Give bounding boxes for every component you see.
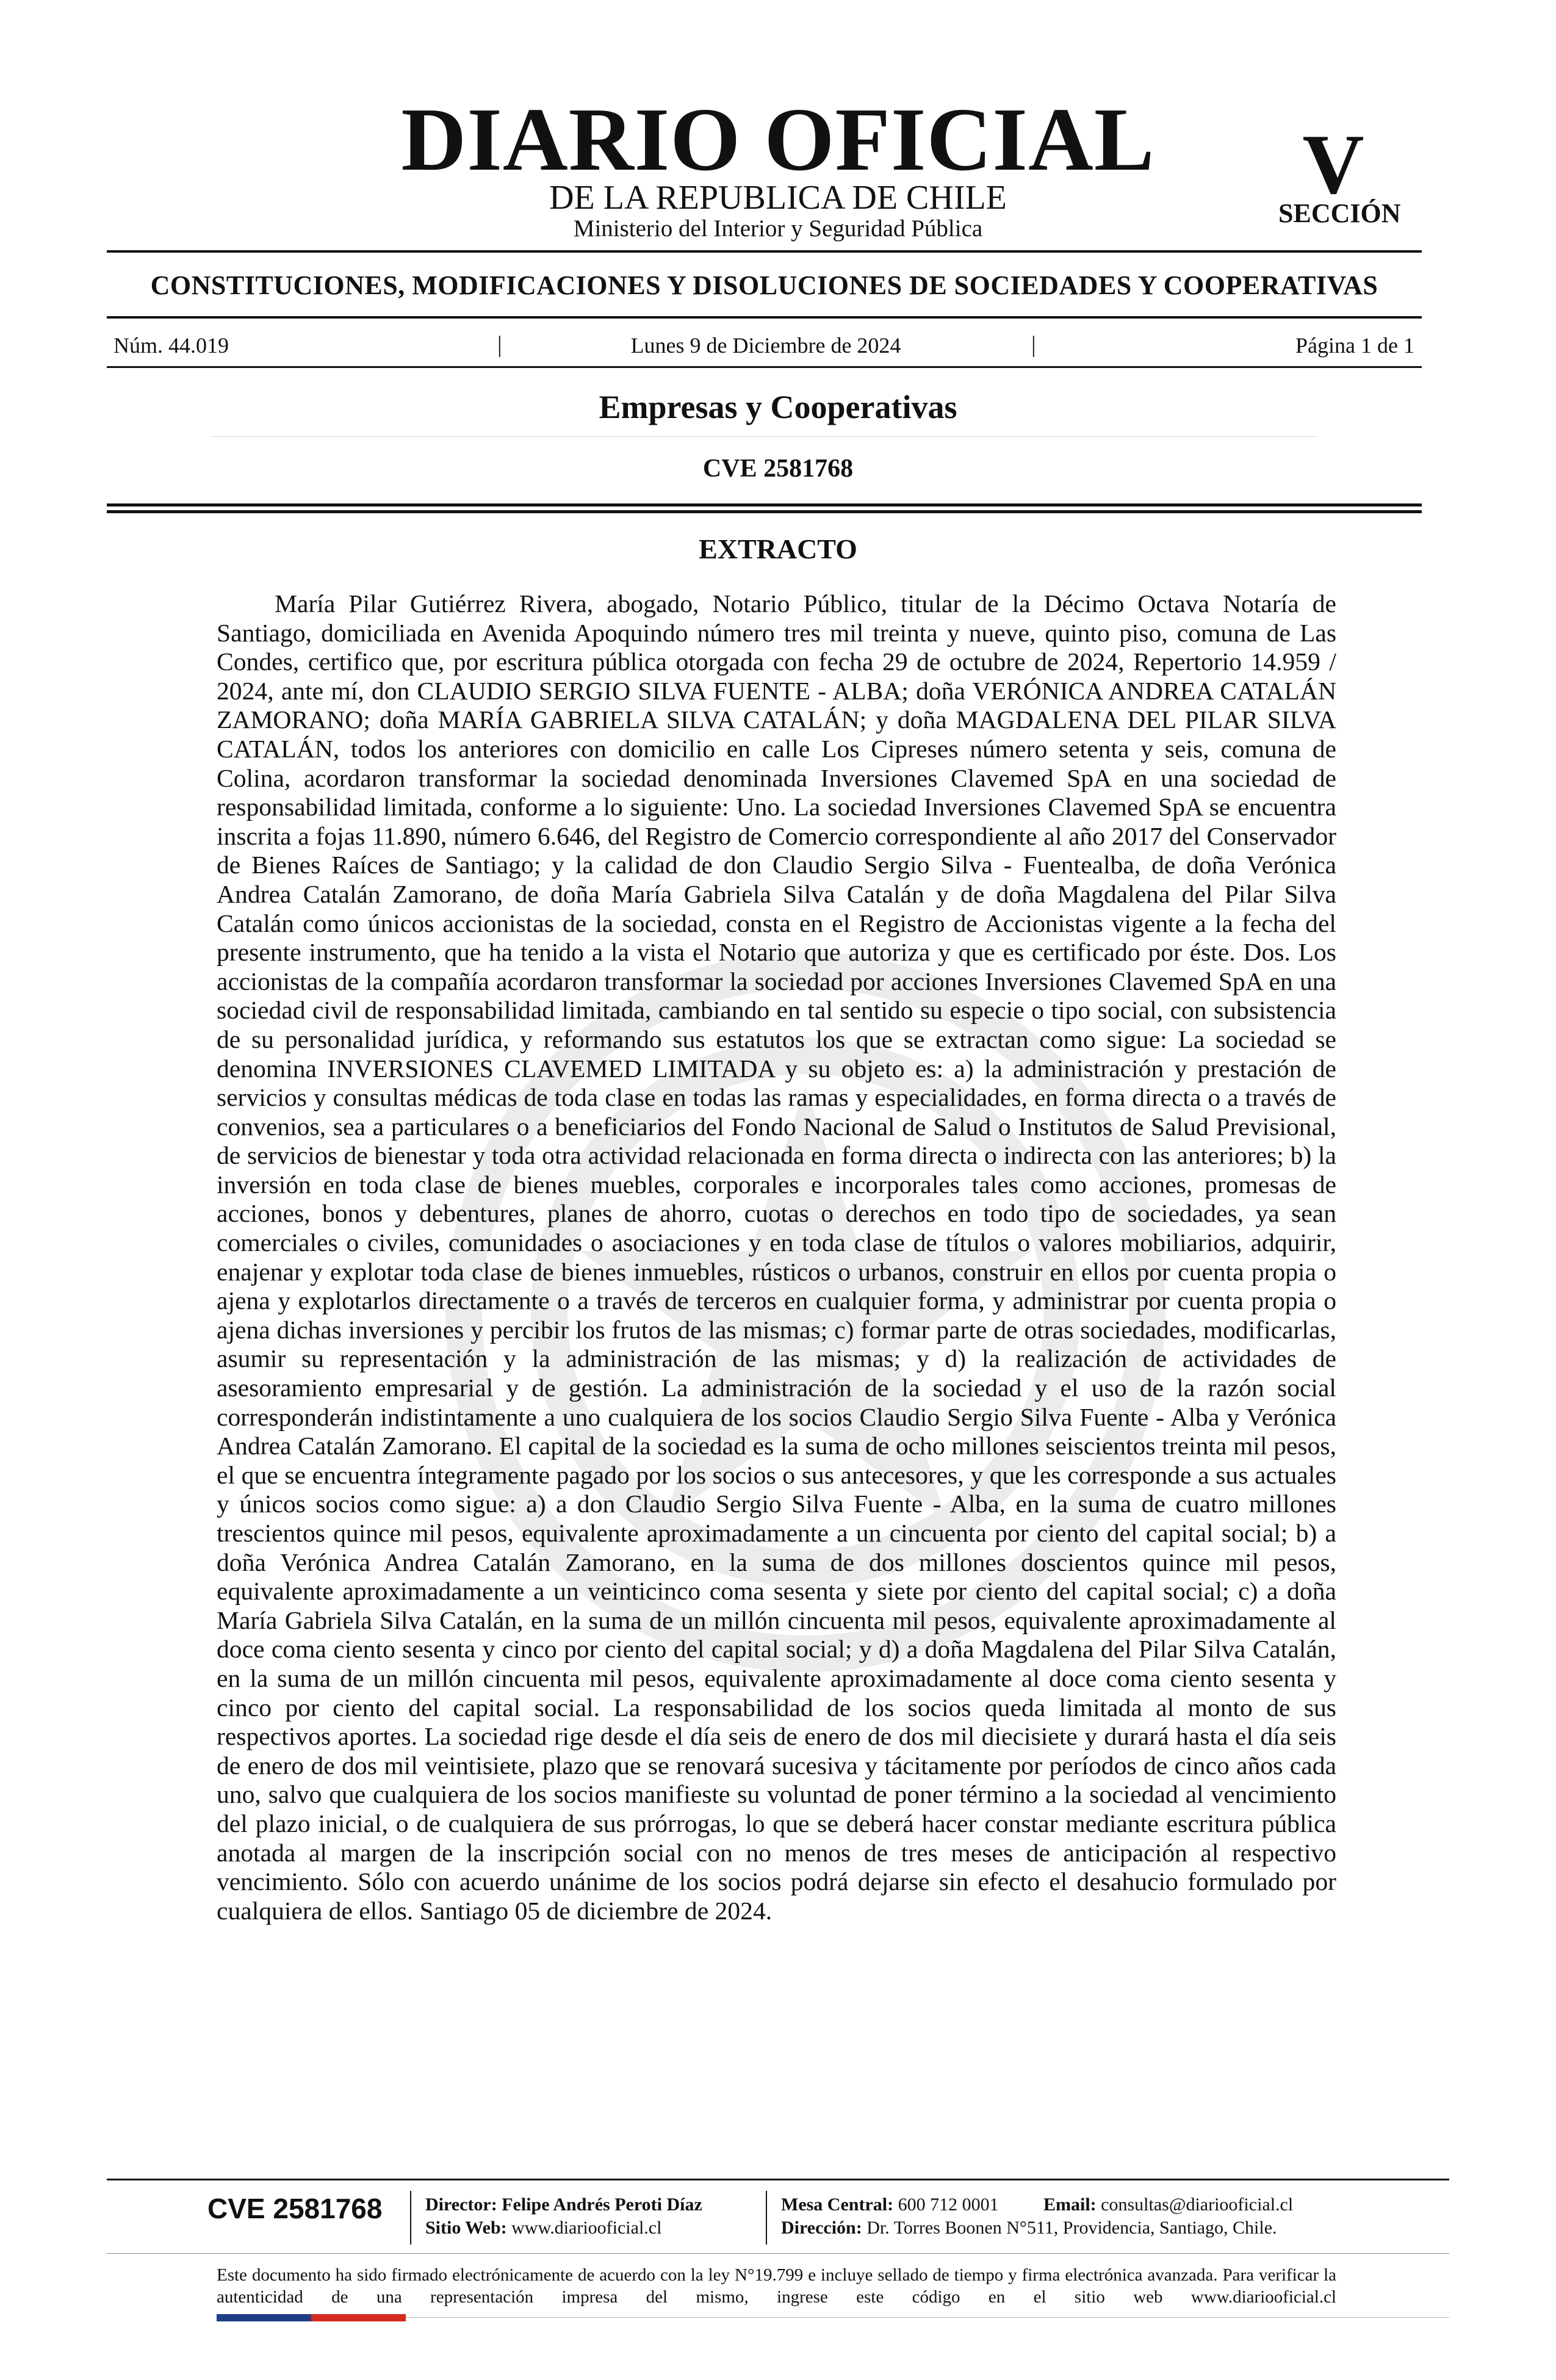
footer-divider	[107, 2253, 1449, 2254]
section-title: CONSTITUCIONES, MODIFICACIONES Y DISOLUCIONES DE SOCIEDADES Y COOPERATIVAS	[150, 270, 1378, 300]
section-label: SECCIÓN	[1278, 198, 1401, 228]
footer-email-block	[1043, 2193, 1293, 2216]
flag-stripe-line	[406, 2317, 1449, 2318]
divider	[211, 436, 1318, 437]
website-link[interactable]: www.diariooficial.cl	[511, 2218, 662, 2238]
cve-code: CVE 2581768	[702, 455, 854, 483]
divider	[107, 250, 1422, 253]
section-number: V	[1302, 117, 1364, 212]
address-text: Dr. Torres Boonen N°511, Providencia, Santiago, Chile.	[866, 2218, 1277, 2238]
director-name: Felipe Andrés Peroti Díaz	[502, 2194, 702, 2215]
extract-heading: EXTRACTO	[699, 533, 857, 564]
issue-separator: |	[497, 332, 502, 358]
footer-legal-notice: Este documento ha sido firmado electrónicamente de acuerdo con la ley N°19.799 e incluye sellado de tiempo y firma electrónica avanzada. Para verificar la autenticidad de una representación impresa del mismo, ingrese este código en el sitio web www.diariooficial.cl	[217, 2265, 1336, 2307]
masthead-subtitle: DE LA REPUBLICA DE CHILE	[549, 179, 1007, 217]
email-label: Email:	[1043, 2194, 1097, 2215]
page-indicator: Página 1 de 1	[1295, 333, 1414, 358]
email-link[interactable]: consultas@diariooficial.cl	[1101, 2194, 1294, 2215]
issue-date: Lunes 9 de Diciembre de 2024	[630, 333, 901, 358]
footer-separator	[410, 2191, 411, 2245]
divider	[107, 316, 1422, 319]
masthead-ministry: Ministerio del Interior y Seguridad Pública	[573, 215, 983, 242]
masthead-title: DIARIO OFICIAL	[401, 90, 1155, 190]
footer-separator	[766, 2191, 767, 2245]
footer-cve-code: CVE 2581768	[207, 2193, 383, 2224]
phone-number: 600 712 0001	[898, 2194, 999, 2215]
extract-body: María Pilar Gutiérrez Rivera, abogado, Notario Público, titular de la Décimo Octava Notaría de Santiago, domiciliada en Avenida Apoquindo número tres mil treinta y nueve, quinto piso, comuna de Las Condes, certifico que, por escritura pública otorgada con fecha 29 de octubre de 2024, Repertorio 14.959 / 2024, ante mí, don CLAUDIO SERGIO SILVA FUENTE - ALBA; doña VERÓNICA ANDREA CATALÁN ZAMORANO; doña MARÍA GABRIELA SILVA CATALÁN; y doña MAGDALENA DEL PILAR SILVA CATALÁN, todos los anteriores con domicilio en calle Los Cipreses número setenta y seis, comuna de Colina, acordaron transformar la sociedad denominada Inversiones Clavemed SpA en una sociedad de responsabilidad limitada, conforme a lo siguiente: Uno. La sociedad Inversiones Clavemed SpA se encuentra inscrita a fojas 11.890, número 6.646, del Registro de Comercio correspondiente al año 2017 del Conservador de Bienes Raíces de Santiago; y la calidad de don Claudio Sergio Silva - Fuentealba, de doña Verónica Andrea Catalán Zamorano, de doña María Gabriela Silva Catalán y de doña Magdalena del Pilar Silva Catalán como únicos accionistas de la sociedad, consta en el Registro de Accionistas vigente a la fecha del presente instrumento, que ha tenido a la vista el Notario que autoriza y que es certificado por éste. Dos. Los accionistas de la compañía acordaron transformar la sociedad por acciones Inversiones Clavemed SpA en una sociedad civil de responsabilidad limitada, cambiando en tal sentido su especie o tipo social, con subsistencia de su personalidad jurídica, y reformando sus estatutos los que se extractan como sigue: La sociedad se denomina INVERSIONES CLAVEMED LIMITADA y su objeto es: a) la administración y prestación de servicios y consultas médicas de toda clase en todas las ramas y especialidades, en forma directa o a través de convenios, sea a particulares o a beneficiarios del Fondo Nacional de Salud o Institutos de Salud Previsional, de servicios de bienestar y toda otra actividad relacionada en forma directa o indirecta con las anteriores; b) la inversión en toda clase de bienes muebles, corporales e incorporales tales como acciones, promesas de acciones, bonos y debentures, planes de ahorro, cuotas o derechos en todo tipo de sociedades, ya sean comerciales o civiles, comunidades o asociaciones y en toda clase de títulos o valores mobiliarios, adquirir, enajenar y explotar toda clase de bienes inmuebles, rústicos o urbanos, construir en ellos por cuenta propia o ajena y explotarlos directamente o a través de terceros en cualquier forma, y administrar por cuenta propia o ajena dichas inversiones y percibir los frutos de las mismas; c) formar parte de otras sociedades, modificarlas, asumir su representación y la administración de las mismas; y d) la realización de actividades de asesoramiento empresarial y de gestión. La administración de la sociedad y el uso de la razón social corresponderán indistintamente a uno cualquiera de los socios Claudio Sergio Silva Fuente - Alba y Verónica Andrea Catalán Zamorano. El capital de la sociedad es la suma de ocho millones seiscientos treinta mil pesos, el que se encuentra íntegramente pagado por los socios o sus antecesores, y que les corresponde a sus actuales y únicos socios como sigue: a) a don Claudio Sergio Silva Fuente - Alba, en la suma de cuatro millones trescientos quince mil pesos, equivalente aproximadamente a un cincuenta por ciento del capital social; b) a doña Verónica Andrea Catalán Zamorano, en la suma de dos millones doscientos quince mil pesos, equivalente aproximadamente a un veinticinco coma sesenta y siete por ciento del capital social; c) a doña María Gabriela Silva Catalán, en la suma de un millón cincuenta mil pesos, equivalente aproximadamente al doce coma ciento sesenta y cinco por ciento del capital social; y d) a doña Magdalena del Pilar Silva Catalán, en la suma de un millón cincuenta mil pesos, equivalente aproximadamente al doce coma ciento sesenta y cinco por ciento del capital social. La responsabilidad de los socios queda limitada al monto de sus respectivos aportes. La sociedad rige desde el día seis de enero de dos mil diecisiete y durará hasta el día seis de enero de dos mil veintisiete, plazo que se renovará sucesiva y tácitamente por períodos de cinco años cada uno, salvo que cualquiera de los socios manifieste su voluntad de poner término a la sociedad al vencimiento del plazo inicial, o de cualquiera de sus prórrogas, lo que se deberá hacer constar mediante escritura pública anotada al margen de la inscripción social con no menos de tres meses de anticipación al respectivo vencimiento. Sólo con acuerdo unánime de los socios podrá dejarse sin efecto el desahucio formulado por cualquiera de ellos. Santiago 05 de diciembre de 2024.	[217, 590, 1336, 1925]
divider	[107, 366, 1422, 368]
website-label: Sitio Web:	[425, 2218, 507, 2238]
phone-label: Mesa Central:	[781, 2194, 894, 2215]
address-label: Dirección:	[781, 2218, 862, 2238]
footer-divider	[107, 2179, 1449, 2180]
double-divider	[107, 503, 1422, 507]
category-title: Empresas y Cooperativas	[599, 389, 957, 425]
director-label: Director:	[425, 2194, 497, 2215]
flag-stripe-red	[311, 2314, 406, 2321]
flag-stripe-blue	[217, 2314, 311, 2321]
issue-separator: |	[1031, 332, 1036, 358]
issue-number: Núm. 44.019	[113, 333, 229, 358]
double-divider	[107, 510, 1422, 513]
footer-director-block	[425, 2193, 702, 2240]
